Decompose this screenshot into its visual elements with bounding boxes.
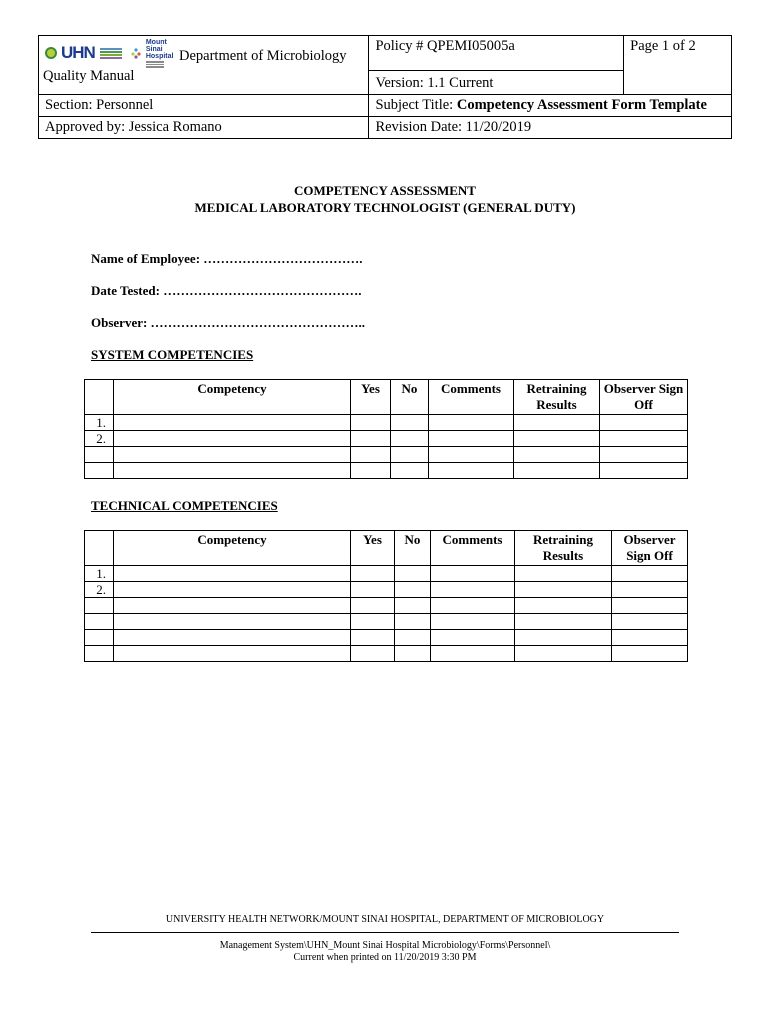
- footer-divider: [91, 932, 679, 933]
- revision-date: Revision Date: 11/20/2019: [369, 117, 732, 139]
- system-row-cell[interactable]: [514, 415, 600, 431]
- technical-row-cell[interactable]: [114, 598, 351, 614]
- system-col-number: [85, 380, 114, 415]
- technical-table-row: [85, 566, 688, 582]
- technical-competencies-heading: TECHNICAL COMPETENCIES: [91, 498, 278, 513]
- subject-value: Competency Assessment Form Template: [456, 97, 707, 113]
- system-row-cell[interactable]: [114, 447, 351, 463]
- technical-col-no: No: [395, 531, 431, 566]
- form-title-line-2: MEDICAL LABORATORY TECHNOLOGIST (GENERAL DUTY): [194, 200, 576, 215]
- department-name: Department of Microbiology: [179, 48, 347, 64]
- technical-row-cell[interactable]: [515, 598, 612, 614]
- approved-by: Approved by: Jessica Romano: [39, 117, 369, 139]
- technical-row-cell[interactable]: [431, 598, 515, 614]
- system-row-cell[interactable]: [600, 415, 688, 431]
- hospital-logos: [45, 39, 180, 68]
- mount-sinai-logo-icon: [130, 47, 142, 59]
- technical-row-cell[interactable]: [395, 630, 431, 646]
- mount-sinai-logo-lines: [146, 61, 180, 68]
- system-row-cell[interactable]: [600, 447, 688, 463]
- technical-row-cell[interactable]: [351, 630, 395, 646]
- technical-col-competency: Competency: [114, 531, 351, 566]
- technical-row-cell[interactable]: [114, 646, 351, 662]
- system-row-cell[interactable]: [391, 415, 429, 431]
- technical-row-cell[interactable]: [431, 614, 515, 630]
- technical-row-number: 1.: [85, 566, 114, 582]
- system-row-cell[interactable]: [114, 431, 351, 447]
- footer-printed: Current when printed on 11/20/2019 3:30 PM: [293, 952, 477, 963]
- system-row-cell[interactable]: [514, 447, 600, 463]
- system-row-cell[interactable]: [429, 415, 514, 431]
- system-col-comments: Comments: [429, 380, 514, 415]
- form-title: [0, 182, 770, 216]
- system-row-cell[interactable]: [351, 447, 391, 463]
- system-row-number: [85, 463, 114, 479]
- system-row-number: [85, 447, 114, 463]
- system-table-row: [85, 431, 688, 447]
- technical-row-cell[interactable]: [515, 582, 612, 598]
- footer-info: [0, 940, 770, 964]
- section: Section: Personnel: [39, 95, 369, 117]
- system-row-cell[interactable]: [514, 463, 600, 479]
- technical-col-yes: Yes: [351, 531, 395, 566]
- technical-row-cell[interactable]: [431, 582, 515, 598]
- technical-row-cell[interactable]: [114, 630, 351, 646]
- system-row-cell[interactable]: [600, 431, 688, 447]
- technical-table-row: [85, 582, 688, 598]
- form-title-line-1: COMPETENCY ASSESSMENT: [294, 183, 476, 198]
- system-row-cell[interactable]: [429, 463, 514, 479]
- system-row-cell[interactable]: [114, 415, 351, 431]
- version: Version: 1.1 Current: [369, 71, 624, 95]
- technical-row-cell[interactable]: [431, 630, 515, 646]
- technical-row-cell[interactable]: [395, 582, 431, 598]
- technical-row-cell[interactable]: [515, 566, 612, 582]
- uhn-logo-text: UHN: [61, 43, 95, 63]
- technical-row-cell[interactable]: [515, 646, 612, 662]
- technical-row-cell[interactable]: [612, 614, 688, 630]
- technical-row-cell[interactable]: [395, 598, 431, 614]
- observer-field[interactable]: Observer: …………………………………………..: [91, 315, 366, 330]
- date-tested-field[interactable]: Date Tested: ……………………………………….: [91, 283, 362, 298]
- technical-table-row: [85, 630, 688, 646]
- technical-row-number: 2.: [85, 582, 114, 598]
- system-row-cell[interactable]: [391, 463, 429, 479]
- technical-row-cell[interactable]: [515, 614, 612, 630]
- technical-row-cell[interactable]: [612, 566, 688, 582]
- mount-sinai-logo-text: Mount Sinai Hospital: [145, 39, 174, 60]
- system-row-cell[interactable]: [429, 447, 514, 463]
- technical-row-cell[interactable]: [351, 646, 395, 662]
- uhn-logo-icon: [45, 47, 57, 59]
- technical-row-number: [85, 614, 114, 630]
- technical-col-number: [85, 531, 114, 566]
- system-col-observer: Observer Sign Off: [600, 380, 688, 415]
- system-table-header: [85, 380, 688, 415]
- system-row-cell[interactable]: [351, 431, 391, 447]
- manual-name: Quality Manual: [43, 68, 135, 84]
- technical-table-row: [85, 614, 688, 630]
- technical-table-row: [85, 646, 688, 662]
- technical-row-cell[interactable]: [395, 646, 431, 662]
- system-col-competency: Competency: [114, 380, 351, 415]
- technical-row-number: [85, 598, 114, 614]
- system-row-cell[interactable]: [429, 431, 514, 447]
- technical-row-cell[interactable]: [395, 566, 431, 582]
- technical-row-cell[interactable]: [114, 614, 351, 630]
- system-col-no: No: [391, 380, 429, 415]
- technical-row-cell[interactable]: [114, 582, 351, 598]
- technical-row-cell[interactable]: [351, 582, 395, 598]
- system-row-cell[interactable]: [351, 415, 391, 431]
- system-col-yes: Yes: [351, 380, 391, 415]
- system-row-cell[interactable]: [600, 463, 688, 479]
- technical-table-row: [85, 598, 688, 614]
- technical-row-cell[interactable]: [395, 614, 431, 630]
- system-table-row: [85, 447, 688, 463]
- technical-row-cell[interactable]: [515, 630, 612, 646]
- technical-row-cell[interactable]: [351, 566, 395, 582]
- system-table-row: [85, 415, 688, 431]
- technical-row-cell[interactable]: [431, 566, 515, 582]
- technical-row-cell[interactable]: [351, 614, 395, 630]
- system-row-cell[interactable]: [114, 463, 351, 479]
- technical-row-cell[interactable]: [612, 630, 688, 646]
- technical-col-observer: Observer Sign Off: [612, 531, 688, 566]
- technical-col-retraining: Retraining Results: [515, 531, 612, 566]
- footer-path: Management System\UHN_Mount Sinai Hospital Microbiology\Forms\Personnel\: [219, 940, 551, 951]
- system-competencies-heading: SYSTEM COMPETENCIES: [91, 347, 254, 362]
- system-row-cell[interactable]: [351, 463, 391, 479]
- employee-name-field[interactable]: Name of Employee: ……………………………….: [91, 251, 363, 266]
- document-header-table: [38, 35, 732, 139]
- policy-number: Policy # QPEMI05005a: [369, 36, 624, 71]
- mount-sinai-logo: [146, 39, 180, 68]
- uhn-logo-lines: [100, 48, 122, 59]
- technical-row-cell[interactable]: [612, 598, 688, 614]
- technical-row-cell[interactable]: [351, 598, 395, 614]
- footer-organization: UNIVERSITY HEALTH NETWORK/MOUNT SINAI HOSPITAL, DEPARTMENT OF MICROBIOLOGY: [165, 914, 605, 925]
- system-row-number: 2.: [85, 431, 114, 447]
- technical-row-number: [85, 630, 114, 646]
- technical-row-cell[interactable]: [431, 646, 515, 662]
- logo-department-cell: [39, 36, 369, 95]
- technical-col-comments: Comments: [431, 531, 515, 566]
- system-table-row: [85, 463, 688, 479]
- technical-row-cell[interactable]: [612, 646, 688, 662]
- technical-row-cell[interactable]: [612, 582, 688, 598]
- technical-row-number: [85, 646, 114, 662]
- system-col-retraining: Retraining Results: [514, 380, 600, 415]
- subject-label: Subject Title:: [375, 97, 457, 113]
- technical-table-header: [85, 531, 688, 566]
- technical-row-cell[interactable]: [114, 566, 351, 582]
- subject-title: [369, 95, 732, 117]
- system-row-cell[interactable]: [514, 431, 600, 447]
- system-row-number: 1.: [85, 415, 114, 431]
- system-competencies-table: [84, 379, 688, 479]
- technical-competencies-table: [84, 530, 688, 662]
- page-number: Page 1 of 2: [624, 36, 732, 95]
- system-row-cell[interactable]: [391, 431, 429, 447]
- system-row-cell[interactable]: [391, 447, 429, 463]
